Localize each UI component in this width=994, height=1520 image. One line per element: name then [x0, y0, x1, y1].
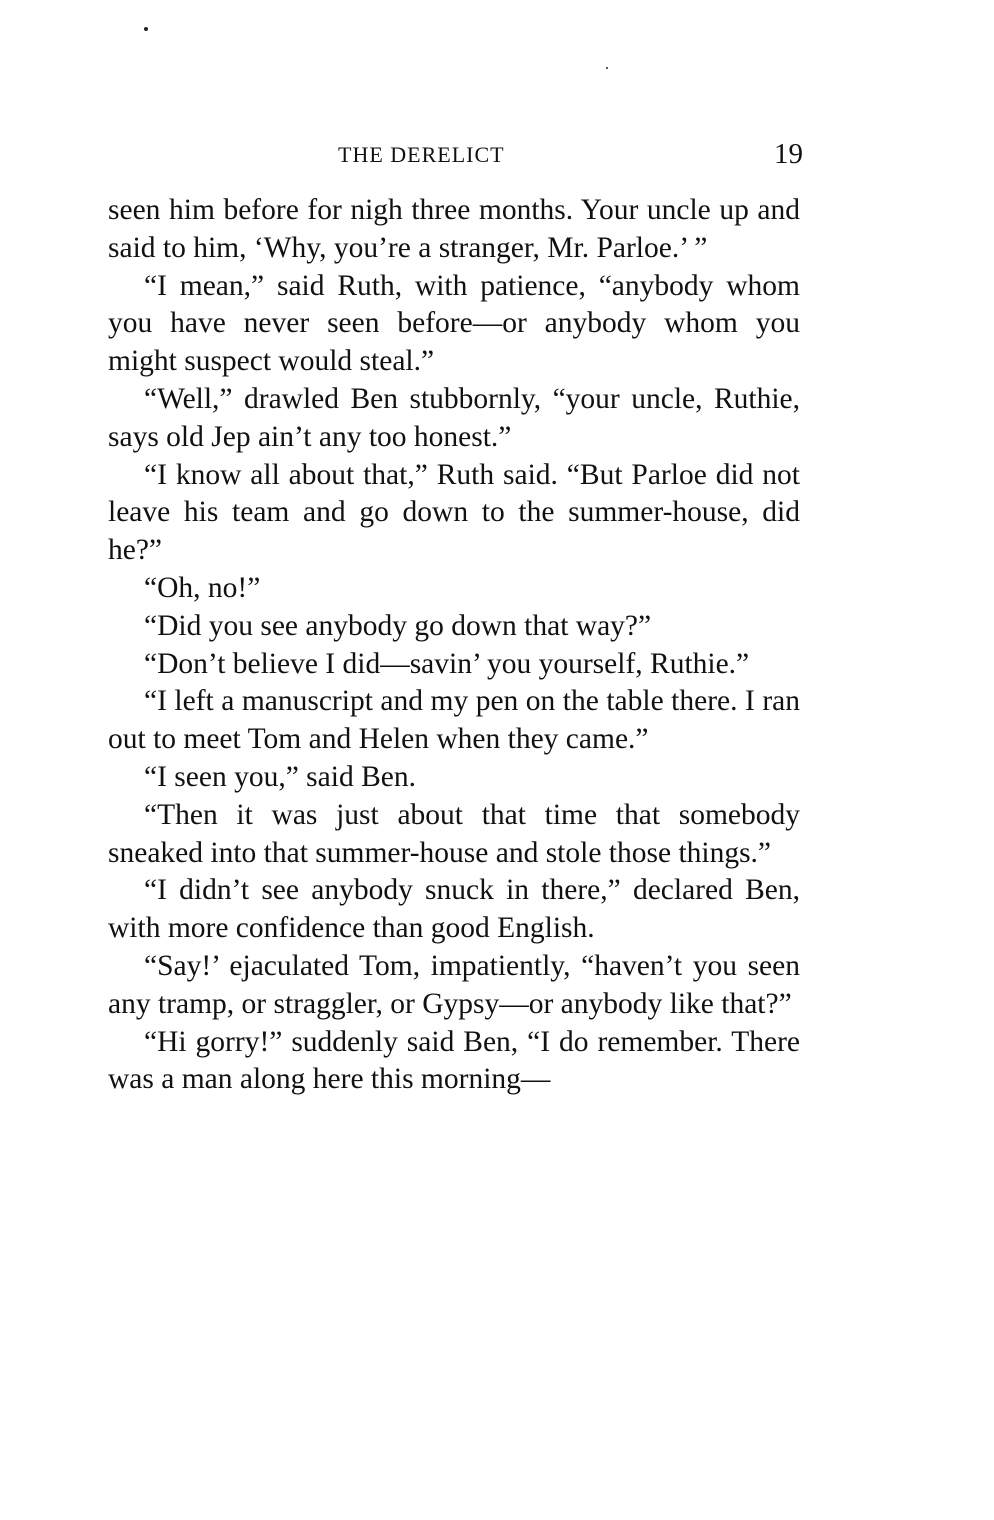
paragraph: “I left a manuscript and my pen on the table there. I ran out to meet Tom and Helen when they came.”	[108, 685, 800, 756]
paragraph: “Did you see anybody go down that way?”	[144, 609, 652, 642]
paragraph: “Don’t believe I did—savin’ you yourself, Ruthie.”	[144, 647, 750, 680]
running-head: THE DERELICT	[338, 142, 505, 167]
paragraph: “Well,” drawled Ben stubbornly, “your uncle, Ruthie, says old Jep ain’t any too honest.”	[108, 382, 800, 453]
paragraph: “Oh, no!”	[144, 571, 261, 604]
scan-speck	[606, 67, 608, 69]
body-text	[108, 192, 800, 1099]
paragraph: “I mean,” said Ruth, with patience, “anybody whom you have never seen before—or anybody whom you might suspect would steal.”	[108, 269, 800, 378]
paragraph: “I seen you,” said Ben.	[144, 760, 416, 793]
paragraph: “I didn’t see anybody snuck in there,” declared Ben, with more confidence than good English.	[108, 874, 800, 945]
paragraph: seen him before for nigh three months. Your uncle up and said to him, ‘Why, you’re a stranger, Mr. Parloe.’ ”	[108, 194, 800, 264]
paragraph: “Hi gorry!” suddenly said Ben, “I do remember. There was a man along here this morning—	[108, 1025, 800, 1096]
paragraph: “Then it was just about that time that somebody sneaked into that summer-house and stole those things.”	[108, 798, 800, 869]
paragraph: “Say!’ ejaculated Tom, impatiently, “haven’t you seen any tramp, or straggler, or Gypsy—or anybody like that?”	[108, 949, 800, 1020]
page-number: 19	[774, 138, 803, 170]
scan-speck	[144, 27, 148, 31]
paragraph: “I know all about that,” Ruth said. “But Parloe did not leave his team and go down to the summer-house, did he?”	[108, 458, 800, 567]
page-header	[108, 138, 803, 178]
